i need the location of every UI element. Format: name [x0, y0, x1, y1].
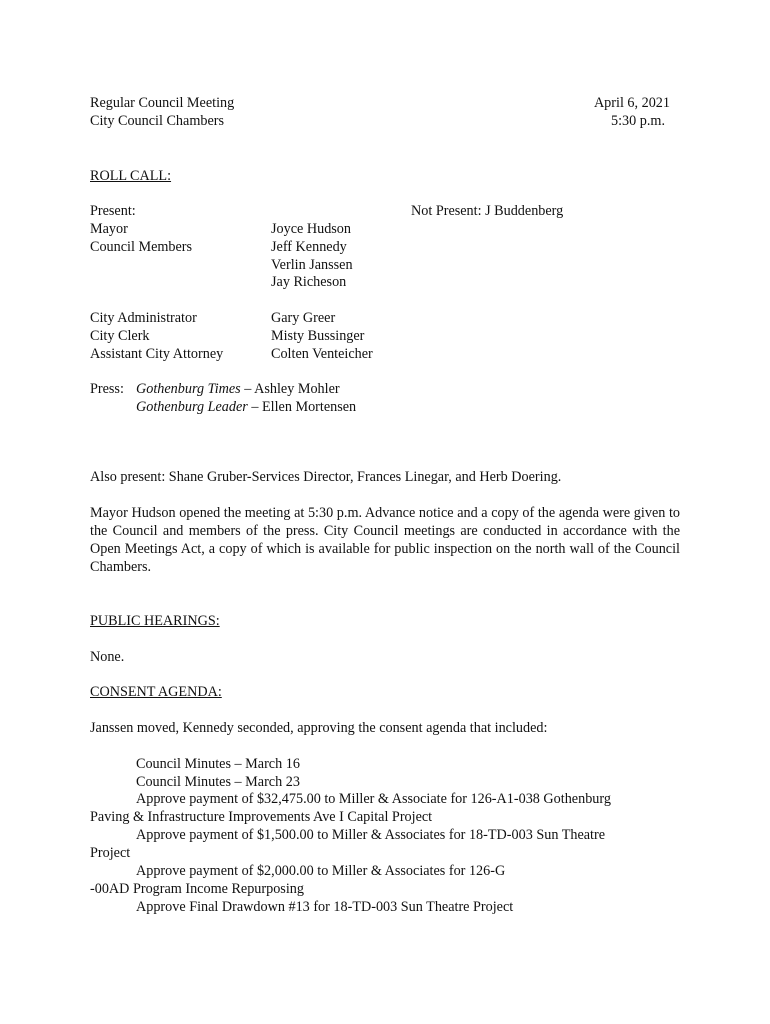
press-entry — [136, 398, 356, 416]
consent-item: Council Minutes – March 23 — [136, 774, 300, 790]
not-present: Not Present: J Buddenberg — [411, 203, 564, 219]
also-present: Also present: Shane Gruber-Services Director, Frances Linegar, and Herb Doering. — [90, 469, 562, 485]
meeting-title: Regular Council Meeting — [90, 95, 235, 111]
meeting-location: City Council Chambers — [90, 113, 224, 129]
staff-name: Colten Venteicher — [271, 346, 373, 362]
consent-item: Approve payment of $32,475.00 to Miller & Associate for 126-A1-038 Gothenburg — [136, 791, 611, 807]
consent-agenda-heading: CONSENT AGENDA: — [90, 684, 222, 700]
consent-item: Approve payment of $1,500.00 to Miller & Associates for 18-TD-003 Sun Theatre — [136, 827, 606, 843]
meeting-time: 5:30 p.m. — [611, 113, 665, 129]
newspaper-name: Gothenburg Times — [136, 381, 241, 397]
public-hearings-heading: PUBLIC HEARINGS: — [90, 613, 220, 629]
consent-agenda-intro: Janssen moved, Kennedy seconded, approving the consent agenda that included: — [90, 720, 548, 736]
staff-role: City Clerk — [90, 328, 150, 344]
consent-item: Council Minutes – March 16 — [136, 756, 300, 772]
staff-name: Gary Greer — [271, 310, 336, 326]
roll-call-heading: ROLL CALL: — [90, 168, 172, 184]
council-members-label: Council Members — [90, 239, 193, 255]
reporter-name: – Ellen Mortensen — [247, 399, 357, 415]
opening-paragraph: Mayor Hudson opened the meeting at 5:30 p.m. Advance notice and a copy of the agenda were given to the Council and members of the press. City Council meetings are conducted in accordance with the Open Meetings Act, a copy of which is available for public inspection on the north wall of the Council Chambers. — [90, 505, 680, 575]
public-hearings-body: None. — [90, 649, 125, 665]
staff-role: City Administrator — [90, 310, 197, 326]
council-member: Verlin Janssen — [271, 257, 353, 273]
reporter-name: – Ashley Mohler — [240, 381, 340, 397]
council-member: Jay Richeson — [271, 274, 347, 290]
press-label: Press: — [90, 381, 124, 397]
consent-item: Approve Final Drawdown #13 for 18-TD-003 Sun Theatre Project — [136, 899, 514, 915]
staff-name: Misty Bussinger — [271, 328, 365, 344]
staff-role: Assistant City Attorney — [90, 346, 224, 362]
mayor-name: Joyce Hudson — [271, 221, 351, 237]
consent-item-continuation: Project — [90, 845, 131, 861]
consent-item: Approve payment of $2,000.00 to Miller & Associates for 126-G — [136, 863, 506, 879]
consent-item-continuation: -00AD Program Income Repurposing — [90, 881, 304, 897]
consent-item-continuation: Paving & Infrastructure Improvements Ave I Capital Project — [90, 809, 433, 825]
newspaper-name: Gothenburg Leader — [136, 399, 248, 415]
present-label: Present: — [90, 203, 136, 219]
mayor-label: Mayor — [90, 221, 128, 237]
press-entry — [136, 380, 340, 398]
council-member: Jeff Kennedy — [271, 239, 347, 255]
meeting-date: April 6, 2021 — [593, 95, 670, 111]
